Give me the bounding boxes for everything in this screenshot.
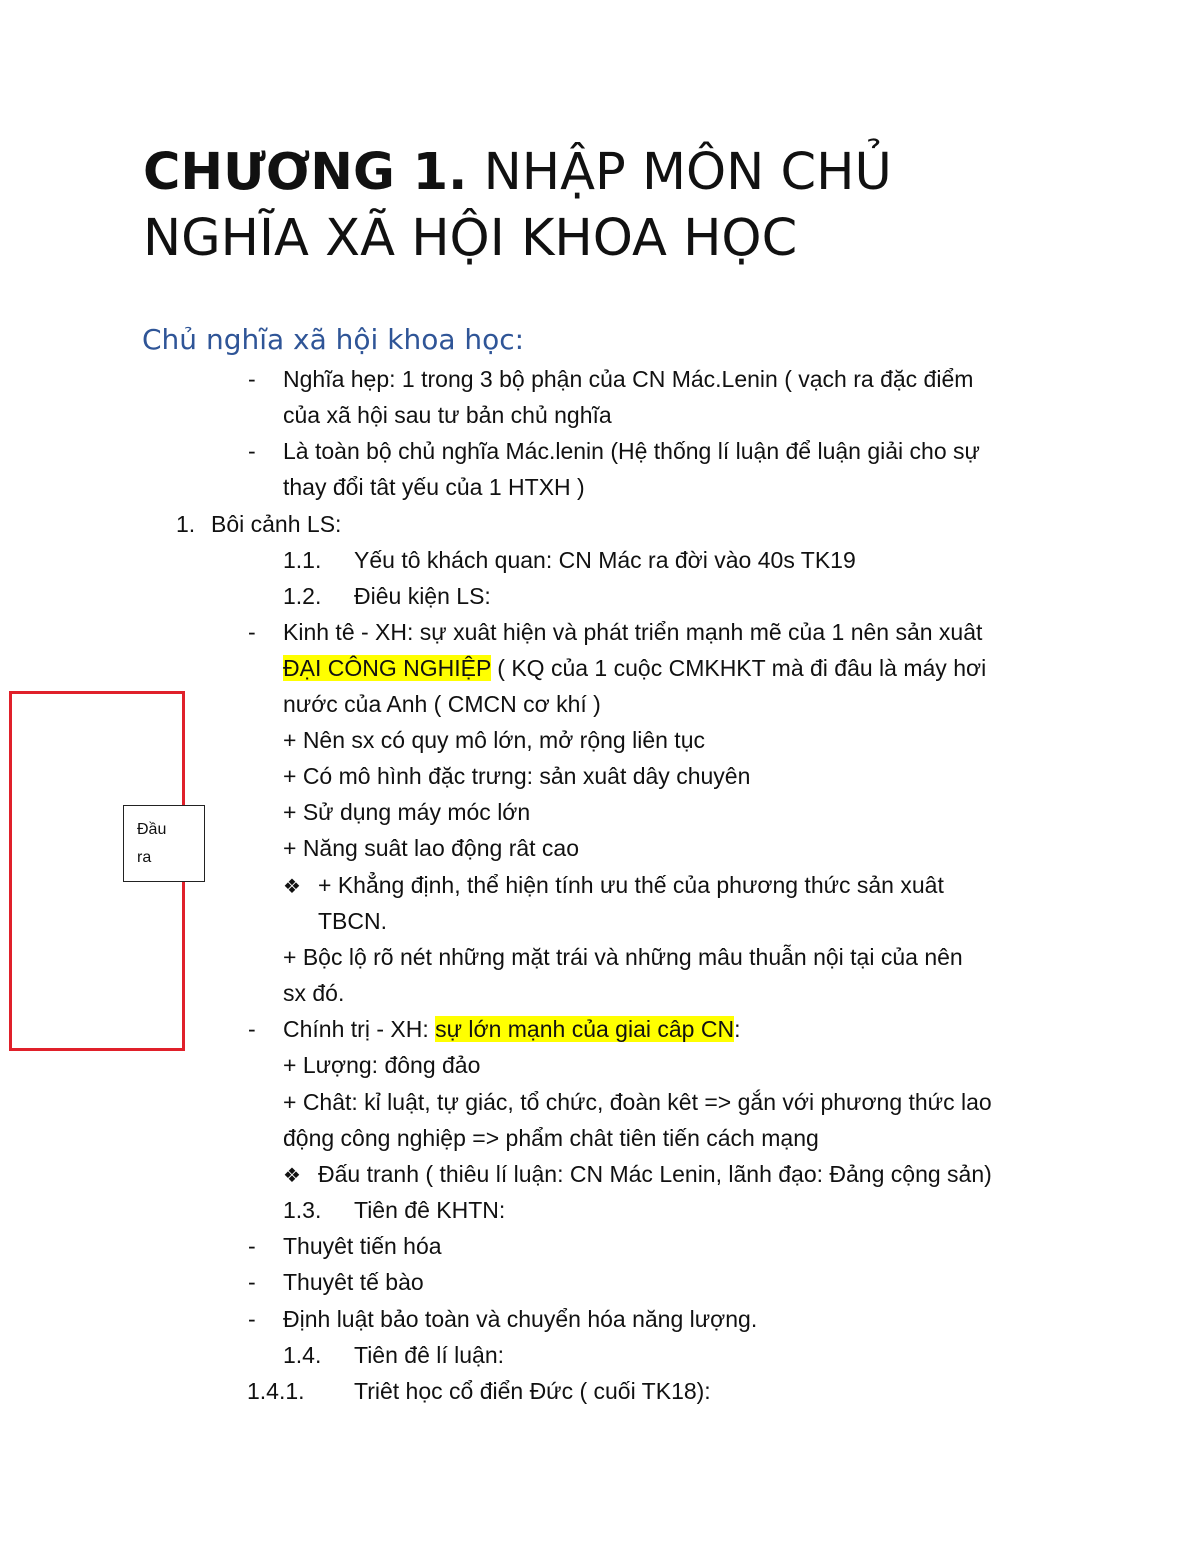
sub-1-2-label: Điêu kiện LS: — [354, 583, 491, 609]
sub-1-4-number: 1.4. — [283, 1342, 322, 1368]
economy-point: + Có mô hình đặc trưng: sản xuât dây chuyên — [283, 763, 751, 789]
economy-line-2-rest: ( KQ của 1 cuộc CMKHKT mà đi đâu là máy hơi — [490, 655, 987, 681]
highlight-dai-cong-nghiep: ĐẠI CÔNG NGHIỆP — [283, 655, 491, 681]
sub-1-4-1-label: Triêt học cổ điển Đức ( cuối TK18): — [354, 1378, 711, 1404]
science-item: Thuyêt tiến hóa — [283, 1233, 442, 1259]
economy-line-2 — [283, 650, 986, 686]
economy-point: + Nên sx có quy mô lớn, mở rộng liên tục — [283, 727, 705, 753]
chapter-number: CHƯƠNG 1. — [143, 143, 468, 202]
expose-line-2: sx đó. — [283, 980, 345, 1006]
definition-narrow: Nghĩa hẹp: 1 trong 3 bộ phận của CN Mác.Lenin ( vạch ra đặc điểm — [283, 366, 974, 392]
politics-quality-1: + Chât: kỉ luật, tự giác, tổ chức, đoàn kêt => gắn với phương thức lao — [283, 1089, 992, 1115]
dash-bullet: - — [248, 438, 256, 464]
affirm-line-1: + Khẳng định, thể hiện tính ưu thế của phương thức sản xuât — [318, 872, 944, 898]
politics-quality-2: động công nghiệp => phẩm chât tiên tiến cách mạng — [283, 1125, 819, 1151]
section-1-label: Bôi cảnh LS: — [211, 511, 342, 537]
section-heading: Chủ nghĩa xã hội khoa học: — [142, 323, 525, 356]
dash-bullet: - — [248, 1233, 256, 1259]
chapter-title-part: NHẬP MÔN CHỦ — [467, 143, 892, 202]
affirm-line-2: TBCN. — [318, 908, 387, 934]
dash-bullet: - — [248, 1016, 256, 1042]
politics-quantity: + Lượng: đông đảo — [283, 1052, 481, 1078]
margin-note-box — [123, 805, 205, 882]
chapter-title-line-2: NGHĨA XÃ HỘI KHOA HỌC — [143, 209, 798, 268]
politics-line — [283, 1011, 740, 1047]
margin-note-line-2: ra — [137, 849, 152, 866]
sub-1-4-label: Tiên đê lí luận: — [354, 1342, 505, 1368]
sub-1-4-1-number: 1.4.1. — [247, 1378, 305, 1404]
margin-note-line-1: Đầu — [137, 821, 167, 838]
chapter-title-line-1 — [143, 140, 1103, 206]
definition-broad-cont: thay đổi tât yếu của 1 HTXH ) — [283, 474, 585, 500]
dash-bullet: - — [248, 1269, 256, 1295]
dash-bullet: - — [248, 366, 256, 392]
dash-bullet: - — [248, 619, 256, 645]
diamond-bullet-icon: ❖ — [283, 874, 301, 898]
politics-suffix: : — [734, 1016, 741, 1042]
politics-struggle: Đấu tranh ( thiêu lí luận: CN Mác Lenin, lãnh đạo: Đảng cộng sản) — [318, 1161, 992, 1187]
chapter-title — [143, 140, 1103, 272]
section-1-number: 1. — [176, 511, 196, 537]
economy-point: + Năng suât lao động rât cao — [283, 835, 580, 861]
science-item: Thuyêt tế bào — [283, 1269, 424, 1295]
highlight-giai-cap-cn: sự lớn mạnh của giai câp CN — [435, 1016, 735, 1042]
definition-broad: Là toàn bộ chủ nghĩa Mác.lenin (Hệ thống lí luận để luận giải cho sự — [283, 438, 980, 464]
diamond-bullet-icon: ❖ — [283, 1163, 301, 1187]
sub-1-1-number: 1.1. — [283, 547, 322, 573]
economy-line-1: Kinh tê - XH: sự xuât hiện và phát triển mạnh mẽ của 1 nên sản xuât — [283, 619, 983, 645]
science-item: Định luật bảo toàn và chuyển hóa năng lượng. — [283, 1306, 758, 1332]
sub-1-1-label: Yếu tô khách quan: CN Mác ra đời vào 40s TK19 — [354, 547, 856, 573]
politics-prefix: Chính trị - XH: — [283, 1016, 436, 1042]
sub-1-3-label: Tiên đê KHTN: — [354, 1197, 506, 1223]
dash-bullet: - — [248, 1306, 256, 1332]
economy-point: + Sử dụng máy móc lớn — [283, 799, 531, 825]
expose-line-1: + Bộc lộ rõ nét những mặt trái và những mâu thuẫn nội tại của nên — [283, 944, 963, 970]
economy-line-3: nước của Anh ( CMCN cơ khí ) — [283, 691, 601, 717]
sub-1-3-number: 1.3. — [283, 1197, 322, 1223]
definition-narrow-cont: của xã hội sau tư bản chủ nghĩa — [283, 402, 612, 428]
sub-1-2-number: 1.2. — [283, 583, 322, 609]
